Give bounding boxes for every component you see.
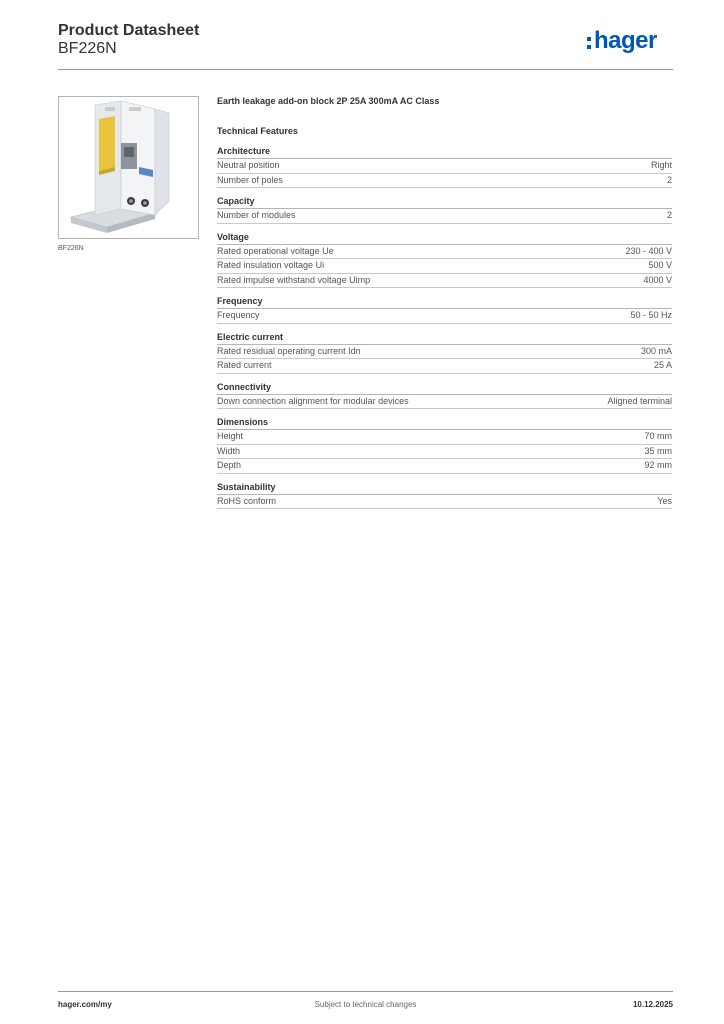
image-caption: BF226N [58, 245, 84, 252]
spec-row [217, 345, 672, 360]
spec-label: Width [217, 445, 241, 456]
spec-value: 2 [666, 210, 672, 220]
document-title: Product Datasheet [58, 22, 200, 39]
section-title: Sustainability [217, 481, 672, 495]
spec-value: 50 - 50 Hz [630, 310, 672, 320]
logo-wordmark: hager [594, 27, 657, 54]
spec-row [217, 159, 672, 174]
product-image [58, 96, 199, 239]
spec-row [217, 245, 672, 260]
feature-section [217, 195, 672, 224]
spec-row [217, 459, 672, 474]
spec-value: 230 - 400 V [625, 245, 672, 256]
spec-label: Neutral position [217, 160, 280, 170]
circuit-breaker-block-icon [59, 97, 198, 238]
page-header [58, 22, 673, 70]
spec-row [217, 430, 672, 445]
spec-value: Aligned terminal [607, 395, 672, 406]
page-footer [58, 991, 673, 1016]
spec-row [217, 359, 672, 374]
footer-date: 10.12.2025 [632, 1000, 673, 1009]
technical-features-heading: Technical Features [217, 126, 298, 136]
feature-section [217, 481, 672, 510]
spec-row [217, 274, 672, 289]
feature-sections [217, 145, 672, 509]
spec-value: 92 mm [644, 460, 672, 470]
spec-label: Frequency [217, 310, 260, 320]
spec-label: Number of modules [217, 210, 296, 220]
spec-value: Right [650, 160, 672, 170]
footer-website: hager.com/my [58, 1000, 112, 1009]
spec-row [217, 174, 672, 189]
footer-disclaimer: Subject to technical changes [314, 1000, 417, 1009]
spec-row [217, 259, 672, 274]
section-title: Electric current [217, 331, 672, 345]
spec-value: 500 V [648, 260, 672, 270]
spec-row [217, 445, 672, 460]
spec-value: 70 mm [644, 431, 672, 441]
spec-label: Height [217, 431, 244, 441]
section-title: Architecture [217, 145, 672, 159]
spec-row [217, 395, 672, 410]
hager-logo [585, 28, 673, 58]
spec-row [217, 309, 672, 324]
spec-label: Down connection alignment for modular devices [217, 395, 409, 406]
feature-section [217, 416, 672, 474]
feature-section [217, 295, 672, 324]
spec-label: Rated current [217, 360, 272, 370]
spec-value: 25 A [653, 360, 672, 370]
section-title: Voltage [217, 231, 672, 245]
section-title: Dimensions [217, 416, 672, 430]
spec-label: Rated operational voltage Ue [217, 245, 334, 256]
spec-value: 2 [666, 174, 672, 185]
spec-label: Number of poles [217, 174, 284, 185]
spec-label: RoHS conform [217, 495, 277, 506]
feature-section [217, 145, 672, 188]
feature-section [217, 231, 672, 289]
section-title: Capacity [217, 195, 672, 209]
product-code: BF226N [58, 40, 117, 57]
spec-value: 4000 V [643, 274, 672, 285]
feature-section [217, 381, 672, 410]
spec-row [217, 495, 672, 510]
spec-label: Rated insulation voltage Ui [217, 260, 325, 270]
spec-value: 300 mA [640, 345, 672, 356]
spec-value: 35 mm [644, 445, 672, 456]
feature-section [217, 331, 672, 374]
spec-label: Rated impulse withstand voltage Uimp [217, 274, 371, 285]
spec-row [217, 209, 672, 224]
spec-label: Rated residual operating current Idn [217, 345, 361, 356]
spec-value: Yes [657, 495, 672, 506]
spec-label: Depth [217, 460, 242, 470]
section-title: Frequency [217, 295, 672, 309]
datasheet-content [217, 94, 672, 516]
section-title: Connectivity [217, 381, 672, 395]
logo-dots-icon [587, 37, 591, 53]
product-description: Earth leakage add-on block 2P 25A 300mA AC Class [217, 96, 440, 106]
